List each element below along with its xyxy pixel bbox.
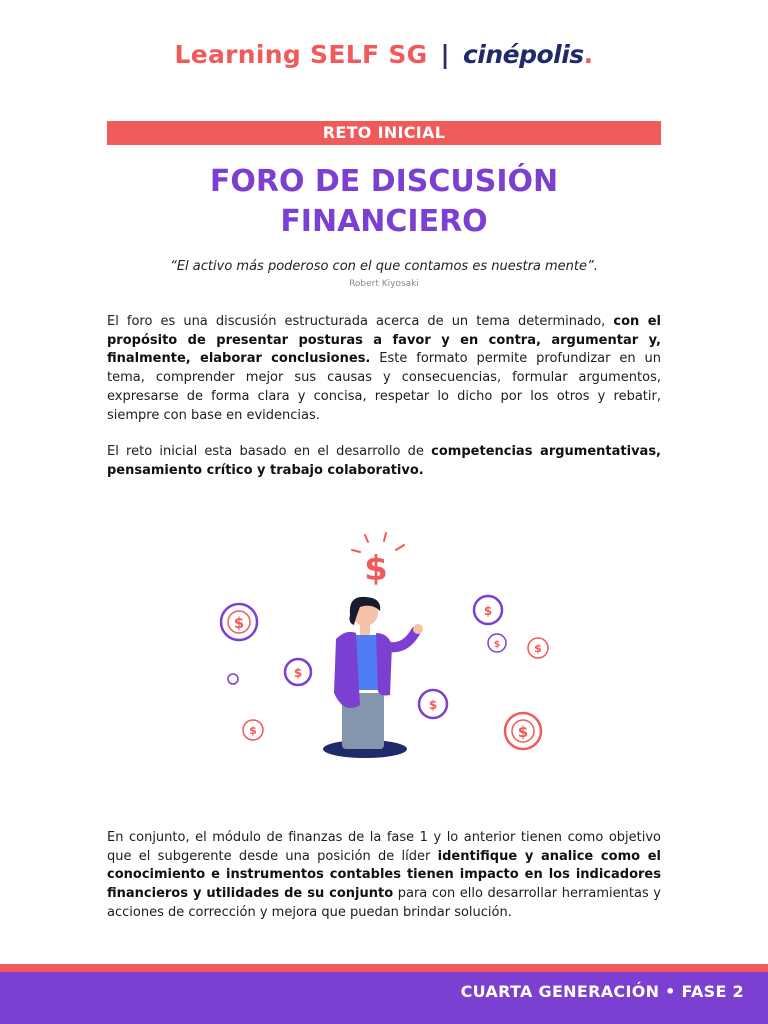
dollar-coin-icon — [221, 604, 257, 640]
footer-bar — [0, 972, 768, 1024]
coin-dollar-label: $ — [534, 642, 542, 655]
footer-accent-bar — [0, 964, 768, 972]
footer-label: CUARTA GENERACIÓN • FASE 2 — [460, 982, 744, 1001]
dollar-coin-icon — [474, 596, 502, 624]
intro-paragraph — [107, 313, 661, 425]
dollar-coin-icon — [228, 674, 238, 684]
coin-dollar-label: $ — [293, 666, 303, 680]
cinepolis-logo: cinépolis — [462, 40, 584, 69]
dollar-coin-icon — [285, 659, 311, 685]
closing-paragraph — [107, 829, 661, 923]
coin-dollar-label: $ — [517, 723, 529, 741]
header-separator: | — [440, 40, 450, 69]
quote-author: Robert Kiyosaki — [349, 279, 419, 289]
closing-text-2: para con ello desarrollar herramientas y acciones de corrección y mejora que puedan brindar solución. — [107, 886, 661, 920]
finance-illustration — [210, 525, 560, 765]
title-line-1: FORO DE DISCUSIÓN — [209, 164, 559, 199]
quote-text: “El activo más poderoso con el que contamos es nuestra mente”. — [170, 259, 598, 274]
intro-text-2: Este formato permite profundizar en un tema, comprender mejor sus causas y consecuencias, formular argumentos, expresarse de forma clara y concisa, respetar lo dicho por los otros y rebatir, siempre con base en evidencias. — [107, 351, 661, 423]
dollar-coin-icon — [488, 634, 506, 652]
dollar-coin-icon — [528, 638, 548, 658]
coin-dollar-label: $ — [493, 640, 501, 650]
dollar-coin-icon — [243, 720, 263, 740]
dollar-sign-icon: $ — [364, 549, 388, 589]
learning-self-sg-logo: Learning SELF SG — [174, 40, 428, 69]
reto-inicial-banner: RETO INICIAL — [107, 121, 661, 145]
reto-text-1: El reto inicial esta basado en el desarrollo de — [107, 444, 432, 459]
coin-dollar-label: $ — [233, 614, 245, 632]
intro-bold-1: con el propósito de presentar posturas a favor y en contra, argumentar y, finalmente, elaborar conclusiones. — [107, 314, 661, 367]
closing-bold-1: identifique y analice como el conocimiento e instrumentos contables tienen impacto en los indicadores financieros y utilidades de su conjunto — [107, 848, 661, 902]
dollar-coin-icon — [505, 713, 541, 749]
closing-text-1: En conjunto, el módulo de finanzas de la fase 1 y lo anterior tienen como objetivo que el subgerente desde una posición de líder — [107, 830, 661, 864]
document-header — [0, 40, 768, 69]
reto-paragraph — [107, 443, 661, 480]
coin-dollar-label: $ — [483, 604, 493, 618]
title-line-2: FINANCIERO — [280, 204, 488, 239]
cinepolis-logo-dot: . — [583, 40, 594, 69]
intro-text-1: El foro es una discusión estructurada acerca de un tema determinado, — [107, 314, 614, 329]
dollar-coin-icon — [419, 690, 447, 718]
reto-bold-1: competencias argumentativas, pensamiento crítico y trabajo colaborativo. — [107, 444, 661, 478]
coin-dollar-label: $ — [428, 698, 438, 712]
coin-dollar-label: $ — [249, 724, 257, 737]
woman-figure — [323, 597, 423, 758]
page-title — [0, 162, 768, 242]
